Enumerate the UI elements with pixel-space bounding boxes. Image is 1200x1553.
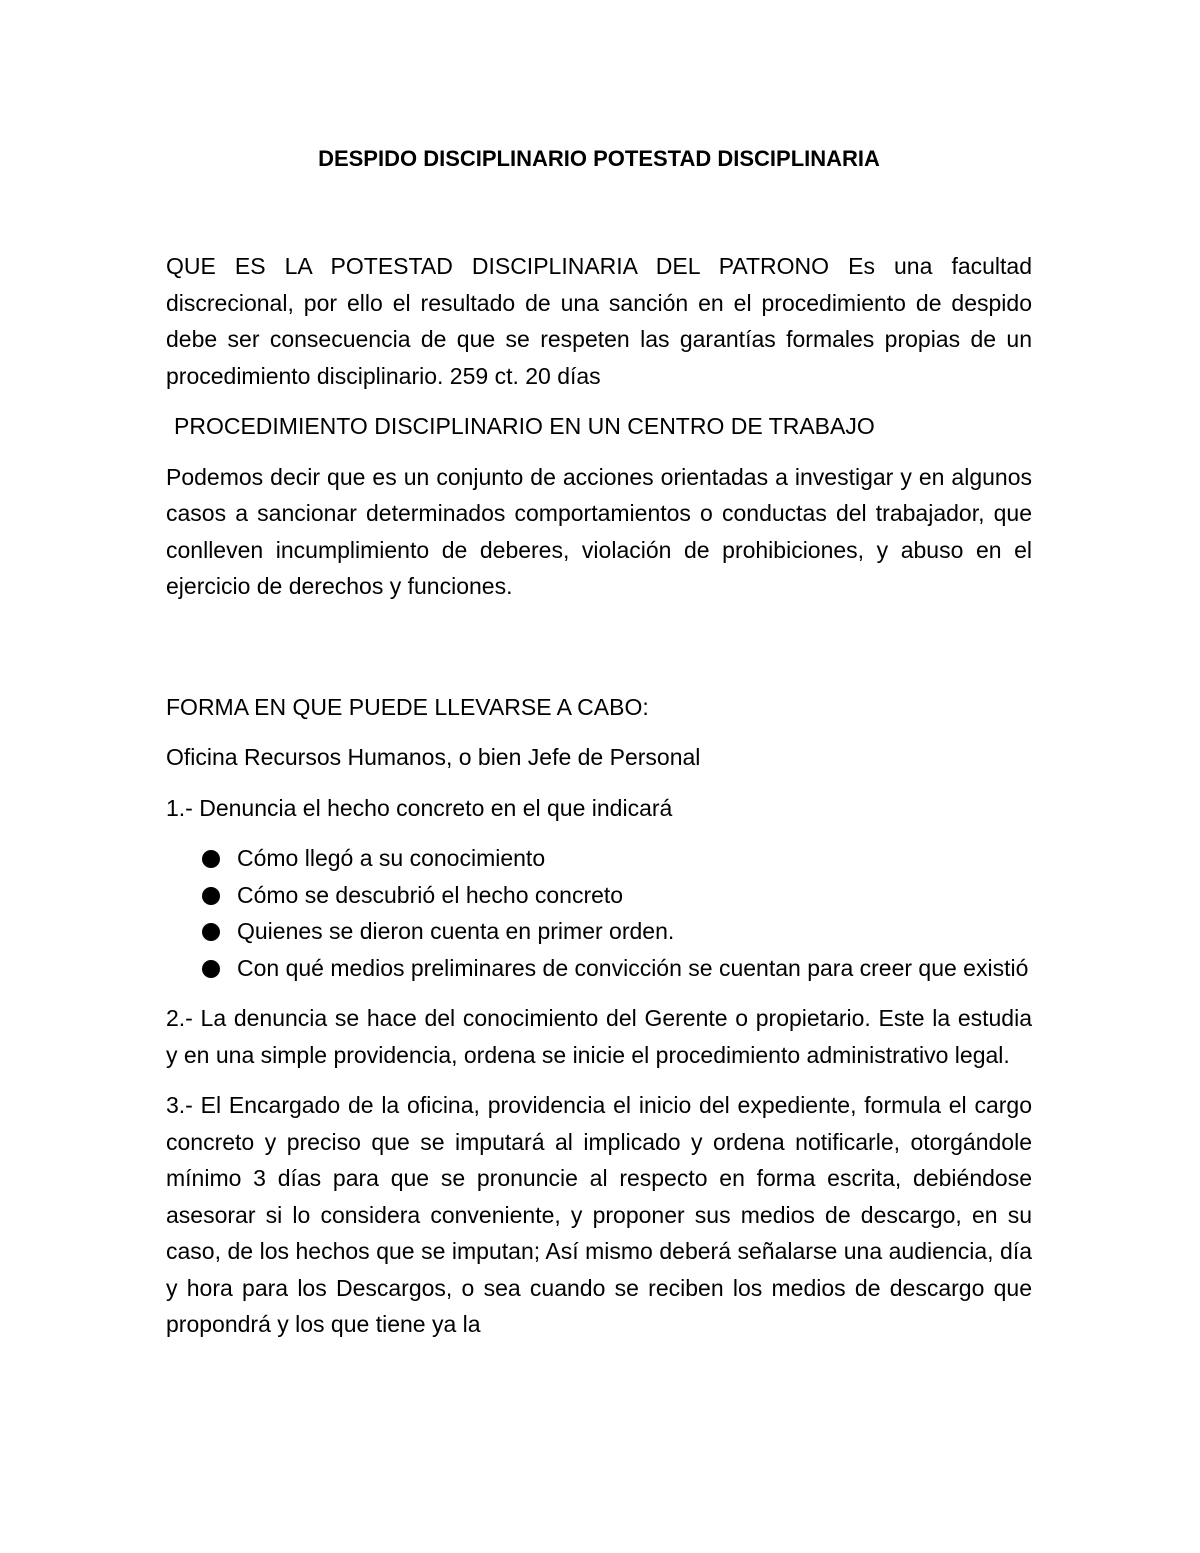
document-body — [166, 142, 1032, 1343]
line-oficina: Oficina Recursos Humanos, o bien Jefe de Personal — [166, 744, 701, 770]
list-item — [166, 877, 1032, 914]
paragraph-definicion: Podemos decir que es un conjunto de acciones orientadas a investigar y en algunos casos a sancionar determinados comportamientos o conductas del trabajador, que conlleven incumplimiento de deberes, violación de prohibiciones, y abuso en el ejercicio de derechos y funciones. — [166, 463, 1032, 599]
document-title: DESPIDO DISCIPLINARIO POTESTAD DISCIPLINARIA — [318, 146, 880, 171]
heading-procedimiento: PROCEDIMIENTO DISCIPLINARIO EN UN CENTRO DE TRABAJO — [174, 413, 875, 439]
step-3: 3.- El Encargado de la oficina, providencia el inicio del expediente, formula el cargo concreto y preciso que se imputará al implicado y ordena notificarle, otorgándole mínimo 3 días para que se pronuncie al respecto en forma escrita, debiéndose asesorar si lo considera conveniente, y proponer sus medios de descargo, en su caso, de los hechos que se imputan; Así mismo deberá señalarse una audiencia, día y hora para los Descargos, o sea cuando se reciben los medios de descargo que propondrá y los que tiene ya la — [166, 1092, 1032, 1337]
bullet-icon — [202, 887, 220, 905]
paragraph-potestad: QUE ES LA POTESTAD DISCIPLINARIA DEL PATRONO Es una facultad discrecional, por ello el resultado de una sanción en el procedimiento de despido debe ser consecuencia de que se respeten las garantías formales propias de un procedimiento disciplinario. 259 ct. 20 días — [166, 253, 1032, 389]
bullet-icon — [202, 960, 220, 978]
bullet-icon — [202, 850, 220, 868]
list-item-text: Cómo llegó a su conocimiento — [237, 845, 546, 871]
bullet-icon — [202, 923, 220, 941]
list-item-text: Cómo se descubrió el hecho concreto — [237, 881, 624, 908]
list-item-text: Con qué medios preliminares de convicción se cuentan para creer que existió — [237, 954, 1029, 981]
list-item — [166, 913, 1032, 950]
list-item-text: Quienes se dieron cuenta en primer orden. — [237, 918, 675, 944]
bullet-list — [166, 840, 1032, 986]
step-2: 2.- La denuncia se hace del conocimiento del Gerente o propietario. Este la estudia y en una simple providencia, ordena se inicie el procedimiento administrativo legal. — [166, 1005, 1032, 1068]
list-item — [166, 950, 1032, 987]
list-item — [166, 840, 1032, 877]
heading-forma: FORMA EN QUE PUEDE LLEVARSE A CABO: — [166, 693, 649, 720]
step-1: 1.- Denuncia el hecho concreto en el que indicará — [166, 794, 673, 821]
